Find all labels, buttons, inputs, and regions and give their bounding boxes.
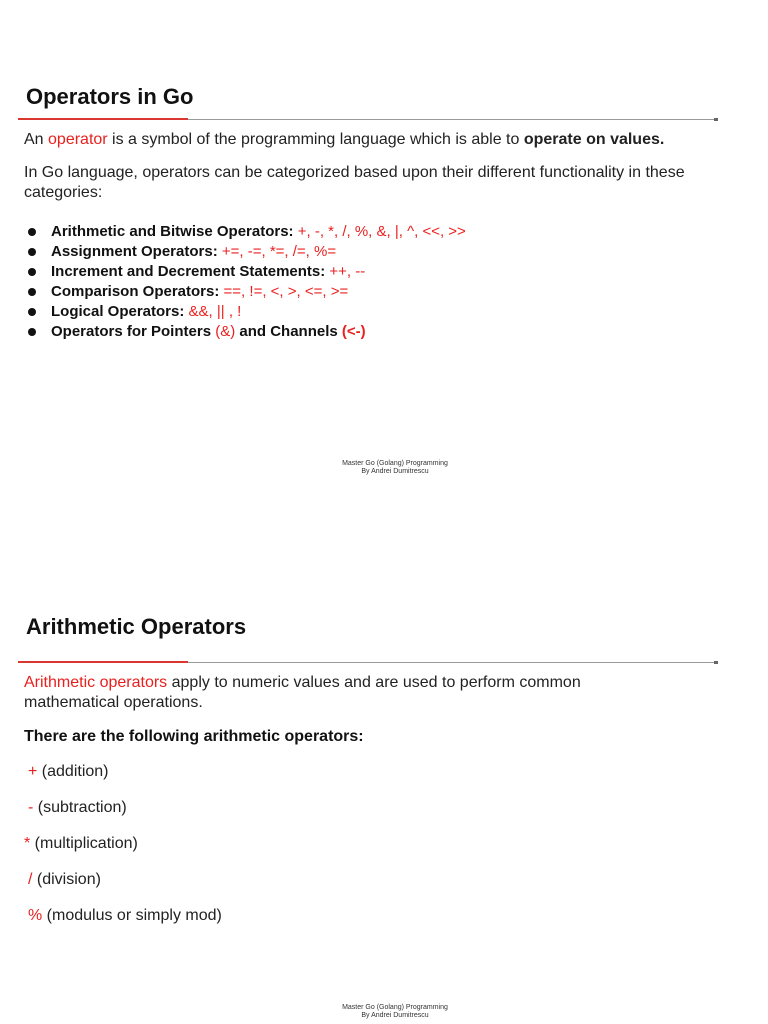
bullet-icon [28, 328, 36, 336]
operator-description: (addition) [37, 763, 109, 780]
categories-paragraph: In Go language, operators can be categorized based upon their different functionality in these categories: [24, 164, 685, 201]
bullet-icon [28, 248, 36, 256]
category-values: +, -, *, /, %, &, |, ^, <<, >> [293, 223, 466, 240]
intro-emphasis: operate on values. [523, 131, 665, 148]
operator-symbol: - [28, 799, 34, 816]
operator-term: operator [48, 131, 108, 148]
category-values: +=, -=, *=, /=, %= [217, 243, 337, 260]
list-item [24, 322, 466, 342]
footer-course-title: Master Go (Golang) Programming [342, 1004, 448, 1011]
operator-description: (multiplication) [30, 835, 138, 852]
operator-description: (division) [32, 871, 101, 888]
slide-title: Operators in Go [26, 84, 194, 109]
list-item [24, 834, 138, 854]
divider-end-cap [714, 118, 718, 121]
list-item [24, 222, 466, 242]
list-item [24, 302, 466, 322]
operators-subheading: There are the following arithmetic operators: [24, 728, 364, 745]
category-label: and Channels [235, 323, 342, 340]
slide-footer [0, 460, 768, 476]
intro-prefix: An [24, 131, 49, 148]
operator-symbol: / [28, 871, 33, 888]
intro-paragraph [24, 673, 664, 713]
category-values: ==, !=, <, >, <=, >= [219, 283, 349, 300]
operator-symbol: + [28, 763, 38, 780]
category-label: Logical Operators: [51, 303, 185, 320]
category-label: Operators for Pointers [51, 323, 216, 340]
bullet-icon [28, 308, 36, 316]
operator-symbol: * [24, 835, 31, 852]
list-item [28, 762, 109, 782]
operator-symbol: % [28, 907, 43, 924]
intro-paragraph [24, 130, 724, 150]
category-label: Assignment Operators: [51, 243, 218, 260]
category-values: &&, || , ! [184, 303, 242, 320]
category-values: ++, -- [325, 263, 366, 280]
slide-arithmetic-operators [0, 512, 768, 1024]
intro-middle: is a symbol of the programming language which is able to [107, 131, 524, 148]
footer-course-title: Master Go (Golang) Programming [342, 460, 448, 467]
list-item [28, 906, 222, 926]
bullet-icon [28, 228, 36, 236]
slide-title: Arithmetic Operators [26, 614, 247, 639]
operator-categories-list [24, 222, 466, 342]
category-values: (<-) [341, 323, 366, 340]
category-values: (&) [215, 323, 236, 340]
title-divider-accent [18, 661, 188, 663]
list-item [24, 242, 466, 262]
list-item [28, 870, 101, 890]
category-label: Increment and Decrement Statements: [51, 263, 326, 280]
operator-description: (modulus or simply mod) [42, 907, 222, 924]
footer-author: By Andrei Dumitrescu [361, 468, 429, 475]
footer-author: By Andrei Dumitrescu [361, 1012, 429, 1019]
category-label: Comparison Operators: [51, 283, 220, 300]
slide-footer [0, 1004, 768, 1020]
arithmetic-operators-term: Arithmetic operators [24, 674, 168, 691]
list-item [28, 798, 127, 818]
bullet-icon [28, 288, 36, 296]
divider-end-cap [714, 661, 718, 664]
category-label: Arithmetic and Bitwise Operators: [51, 223, 294, 240]
list-item [24, 262, 466, 282]
intro-rest: apply to numeric values and are used to perform common mathematical operations. [24, 674, 581, 711]
bullet-icon [28, 268, 36, 276]
list-item [24, 282, 466, 302]
title-divider-accent [18, 118, 188, 120]
operator-description: (subtraction) [33, 799, 127, 816]
